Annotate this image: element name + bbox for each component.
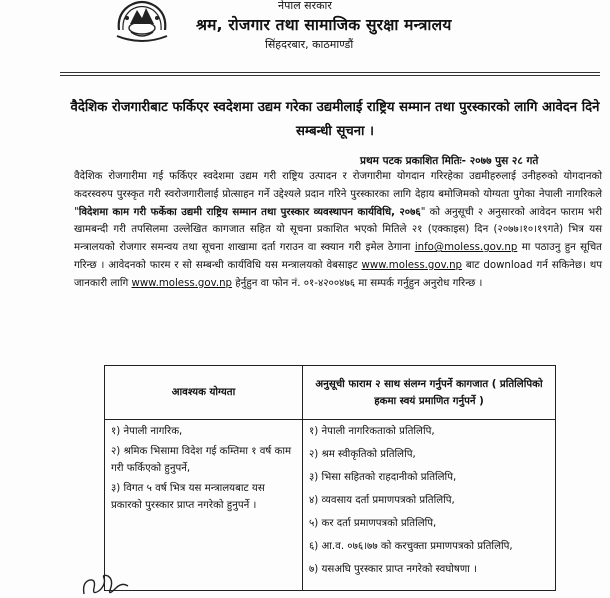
body-part-5: हेर्नुहुन वा फोन नं. ०१-४२००४७६ मा सम्पर्क गर्नुहुन अनुरोध गरिन्छ । (232, 277, 483, 289)
header-divider-thin (60, 75, 600, 76)
documents-list (303, 420, 556, 591)
document-item: १) नेपाली नागरिकताको प्रतिलिपि, (309, 426, 435, 437)
ministry-name: श्रम, रोजगार तथा सामाजिक सुरक्षा मन्त्रालय (196, 16, 452, 34)
document-item: ४) व्यवसाय दर्ता प्रमाणपत्रको प्रतिलिपि, (309, 495, 455, 506)
body-part-4: बाट download गर्न सकिनेछ। थप जानकारी लागि (74, 259, 603, 289)
email-link[interactable]: info@moless.gov.np (414, 242, 518, 254)
government-name: नेपाल सरकार (278, 0, 332, 12)
table-row (105, 420, 556, 591)
signature-icon (80, 572, 132, 598)
website-link[interactable]: www.moless.gov.np (361, 259, 463, 271)
eligibility-item: ३) विगत ५ वर्ष भित्र यस मन्त्रालयबाट यस प्रकारको पुरस्कार प्राप्त नगरेको हुनुपर्ने । (111, 483, 265, 511)
body-part-2: " को अनुसूची २ अनुसारको आवेदन फाराम भरी खामबन्दी गरी तपसिलमा उल्लेखित कागजात सहित यो सूचना प्रकाशित भएको मितिले २१ (एक्काइस) दिन (२०७७।१०।१९गते) भित्र यस मन्त्रालयको रोजगार समन्वय तथा सूचना शाखामा दर्ता गराउन वा स्क्यान गरी इमेल ठेगाना (74, 206, 602, 254)
table-header-row (105, 366, 556, 420)
document-item: ७) यसअघि पुरस्कार प्राप्त नगरेको स्वघोषणा । (309, 564, 477, 575)
eligibility-item: २) श्रमिक भिसामा विदेश गई कम्तिमा १ वर्ष काम गरी फर्किएको हुनुपर्ने, (111, 446, 292, 474)
body-part-1: वैदेशिक रोजगारीमा गई फर्किएर स्वदेशमा उद्यम गरी राष्ट्रिय उत्पादन र रोजगारीमा योगदान गरिरहेका उद्यमीहरुलाई उनीहरुको योगदानको कदरस्वरुप पुरस्कृत गरी स्वरोजगारीलाई प्रोत्साहन गर्ने उद्देश्यले प्रदान गरिने पुरस्कारका लागि देहाय बमोजिमको योग्यता पुगेका नेपाली नागरिकले " (74, 171, 602, 218)
procedure-name: विदेशमा काम गरी फर्केका उद्यमी राष्ट्रिय सम्मान तथा पुरस्कार व्यवस्थापन कार्यविधि, २०७६ (78, 206, 421, 218)
documents-header: अनुसूची फाराम २ साथ संलग्न गर्नुपर्ने कागजात ( प्रतिलिपिको हकमा स्वयं प्रमाणित गर्नुपर्ने ) (303, 366, 556, 420)
notice-title: वैदेशिक रोजगारीबाट फर्किएर स्वदेशमा उद्यम गरेका उद्यमीलाई राष्ट्रिय सम्मान तथा पुरस्कारको लागि आवेदन दिने सम्बन्धी सूचना । (70, 100, 600, 139)
document-item: २) श्रम स्वीकृतिको प्रतिलिपि, (309, 449, 416, 460)
requirements-table (104, 365, 556, 591)
publication-date: प्रथम पटक प्रकाशित मितिः- २०७७ पुस २८ गते (360, 155, 539, 167)
document-item: ६) आ.व. ०७६।७७ को करचुक्ता प्रमाणपत्रको प्रतिलिपि, (309, 541, 513, 552)
document-item: ५) कर दर्ता प्रमाणपत्रको प्रतिलिपि, (309, 518, 437, 529)
header-divider (60, 72, 600, 73)
nepal-emblem-icon (113, 0, 171, 46)
eligibility-item: १) नेपाली नागरिक, (111, 426, 183, 437)
website-link-contact[interactable]: www.moless.gov.np (131, 277, 233, 289)
ministry-address: सिंहदरबार, काठमाण्डौं (265, 38, 354, 51)
notice-body (74, 168, 602, 293)
eligibility-header: आवश्यक योग्यता (105, 366, 303, 420)
eligibility-list (105, 420, 303, 591)
document-item: ३) भिसा सहितको राहदानीको प्रतिलिपि, (309, 472, 457, 483)
body-part-3: मा पठाउनु हुन सूचित गरिन्छ । आवेदनको फारम र सो सम्बन्धी कार्यविधि यस मन्त्रालयको वेबसाइट (74, 242, 602, 271)
